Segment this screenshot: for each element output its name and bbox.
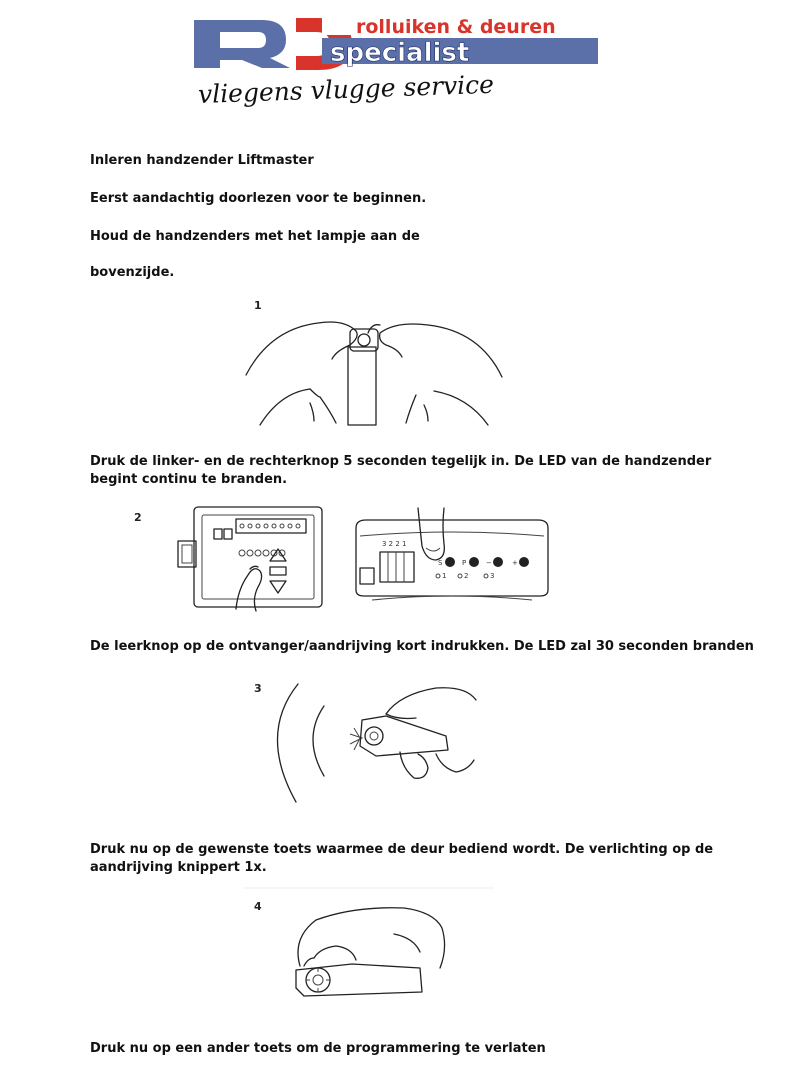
led-row	[239, 550, 285, 556]
company-logo	[0, 0, 812, 110]
led-label-1: 1	[442, 572, 447, 580]
figure-2-receiver-panel	[352, 508, 552, 608]
led-label-3: 3	[490, 572, 495, 580]
terminal-labels: 3 2 2 1	[382, 540, 407, 548]
figure-4-number: 4	[254, 900, 262, 913]
doc-title: Inleren handzender Liftmaster	[90, 153, 314, 168]
logo-line2: specialist	[330, 38, 470, 68]
led-label-2: 2	[464, 572, 469, 580]
receiver-button-s	[445, 557, 455, 567]
terminal-strip	[240, 524, 300, 528]
intro-line-2: Houd de handzenders met het lampje aan de	[90, 229, 420, 244]
figure-1-hands-pressing	[240, 293, 510, 433]
step-3-text-b: aandrijving knippert 1x.	[90, 860, 267, 875]
figure-3-number: 3	[254, 682, 262, 695]
figure-2-receiver-box	[130, 505, 330, 615]
receiver-button-minus	[493, 557, 503, 567]
figure-4-press-button	[244, 888, 494, 1018]
step-1-text-b: begint continu te branden.	[90, 472, 288, 487]
step-4-text: Druk nu op een ander toets om de programmering te verlaten	[90, 1041, 546, 1056]
receiver-button-p	[469, 557, 479, 567]
intro-line-1: Eerst aandachtig doorlezen voor te beginnen.	[90, 191, 427, 206]
label-p: P	[462, 559, 467, 567]
logo-line1: rolluiken & deuren	[356, 16, 556, 38]
receiver-button-plus	[519, 557, 529, 567]
step-2-text: De leerknop op de ontvanger/aandrijving kort indrukken. De LED zal 30 seconden branden	[90, 639, 754, 654]
logo-r-letter	[194, 20, 290, 68]
figure-2-number: 2	[134, 511, 142, 524]
step-1-text-a: Druk de linker- en de rechterknop 5 seconden tegelijk in. De LED van de handzender	[90, 454, 712, 469]
logo-tagline: vliegens vlugge service	[197, 69, 495, 110]
step-3-text-a: Druk nu op de gewenste toets waarmee de deur bediend wordt. De verlichting op de	[90, 842, 714, 857]
label-minus: −	[486, 559, 492, 567]
figure-3-transmitting	[250, 676, 480, 816]
signal-waves-icon	[277, 684, 324, 802]
figure-1-number: 1	[254, 299, 262, 312]
intro-line-3: bovenzijde.	[90, 265, 175, 280]
label-s: S	[438, 559, 443, 567]
label-plus: +	[512, 559, 518, 567]
